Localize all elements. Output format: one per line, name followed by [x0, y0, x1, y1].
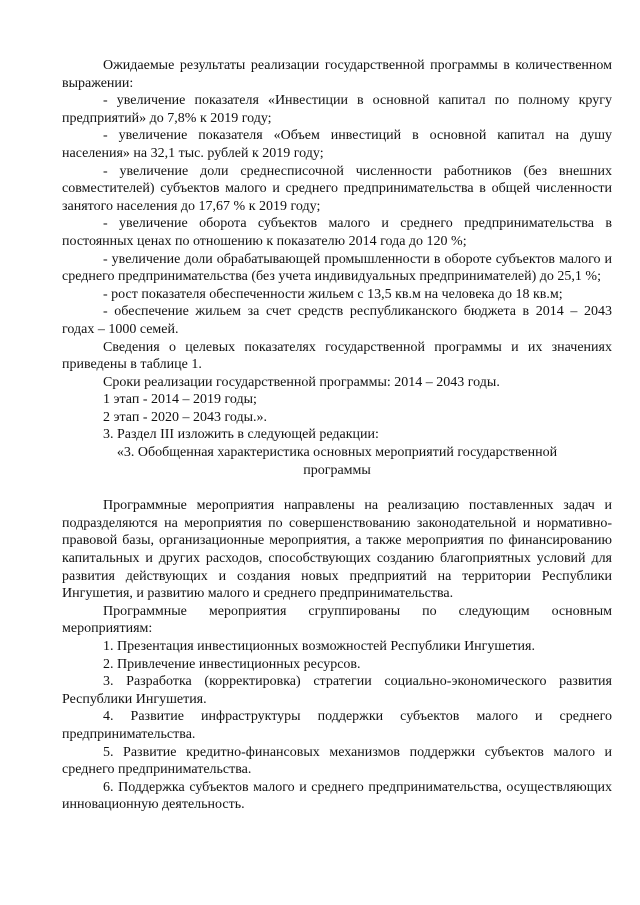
paragraph-measures-grouped: Программные мероприятия сгруппированы по следующим основным мероприятиям:: [62, 603, 612, 637]
list-item-6: 6. Поддержка субъектов малого и среднего предпринимательства, осуществляющих инновационную деятельность.: [62, 779, 612, 813]
paragraph-stage-1: 1 этап - 2014 – 2019 годы;: [103, 392, 257, 408]
paragraph-target-indicators: Сведения о целевых показателях государственной программы и их значениях приведены в таблице 1.: [62, 339, 612, 373]
paragraph-section-instruction: 3. Раздел III изложить в следующей редакции:: [103, 427, 379, 443]
heading-spacer: [62, 479, 612, 497]
section-heading-line-1: «3. Обобщенная характеристика основных мероприятий государственной: [116, 445, 558, 461]
paragraph-turnover: - увеличение оборота субъектов малого и среднего предпринимательства в постоянных ценах по отношению к показателю 2014 года до 120 %;: [62, 216, 612, 249]
list-item-4: 4. Развитие инфраструктуры поддержки субъектов малого и среднего предпринимательства.: [62, 709, 612, 742]
section-heading-line-2: программы: [303, 462, 371, 478]
paragraph-manufacturing-share: - увеличение доли обрабатывающей промышленности в обороте субъектов малого и среднего предпринимательства (без учета индивидуальных предпринимателей) до 25,1 %;: [62, 251, 612, 285]
list-item-2: 2. Привлечение инвестиционных ресурсов.: [103, 656, 361, 672]
paragraph-investment-per-capita: - увеличение показателя «Объем инвестиций в основной капитал на душу населения» на 32,1 тыс. рублей к 2019 году;: [62, 128, 612, 161]
paragraph-housing-provision: - рост показателя обеспеченности жильем с 13,5 кв.м на человека до 18 кв.м;: [103, 286, 563, 302]
paragraph-stage-2: 2 этап - 2020 – 2043 годы.».: [103, 409, 268, 425]
paragraph-program-measures: Программные мероприятия направлены на реализацию поставленных задач и подразделяются на мероприятия по совершенствованию законодательной и нормативно-правовой базы, организационные мероприятия, а также мероприятия по финансированию капитальных и других расходов, способствующих созданию благоприятных условий для развития действующих и создания новых предприятий на территории Республики Ингушетия, и развитию малого и среднего предпринимательства.: [62, 498, 612, 602]
list-item-1: 1. Презентация инвестиционных возможностей Республики Ингушетия.: [103, 639, 535, 654]
paragraph-investment-indicator: - увеличение показателя «Инвестиции в основной капитал по полному кругу предприятий» до 7,8% к 2019 году;: [62, 93, 612, 126]
list-item-5: 5. Развитие кредитно-финансовых механизмов поддержки субъектов малого и среднего предпринимательства.: [62, 744, 612, 778]
paragraph-employment-share: - увеличение доли среднесписочной численности работников (без внешних совместителей) субъектов малого и среднего предпринимательства в общей численности занятого населения до 17,67 % к 2019 году;: [62, 163, 612, 214]
paragraph-program-terms: Сроки реализации государственной программы: 2014 – 2043 годы.: [103, 374, 500, 390]
paragraph-housing-budget: - обеспечение жильем за счет средств республиканского бюджета в 2014 – 2043 годах – 1000 семей.: [62, 304, 612, 337]
list-item-3: 3. Разработка (корректировка) стратегии социально-экономического развития Республики Ингушетия.: [62, 674, 612, 707]
paragraph-expected-results: Ожидаемые результаты реализации государственной программы в количественном выражении:: [62, 58, 612, 91]
